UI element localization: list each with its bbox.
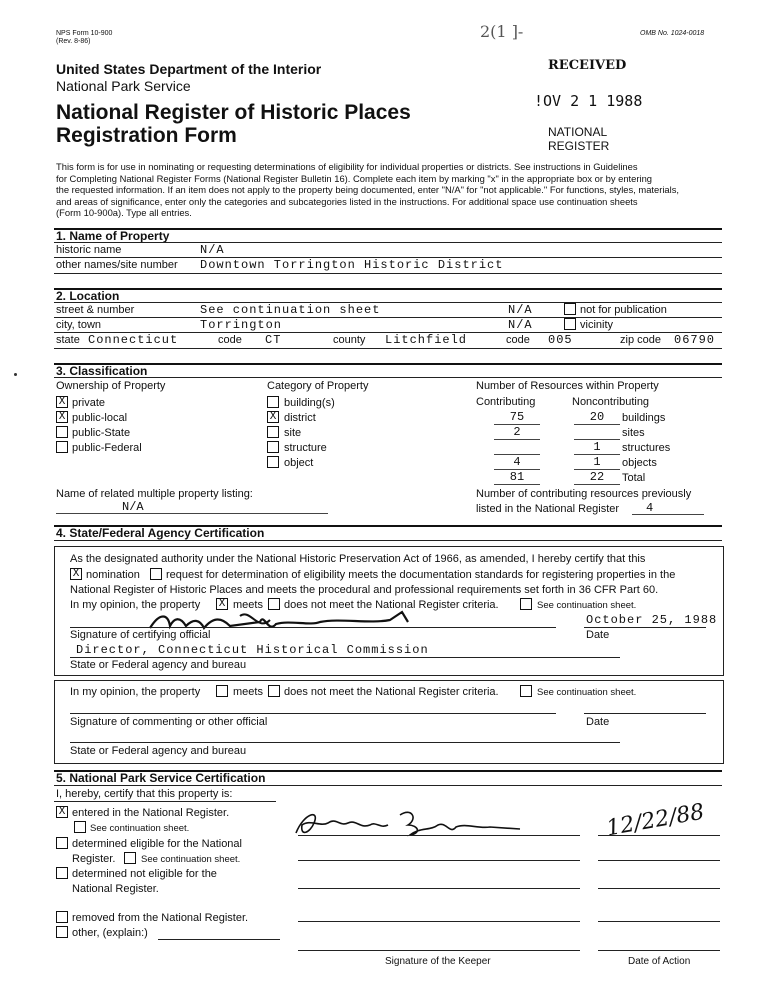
structures-label: structures	[622, 442, 671, 454]
certification-date-label: Date	[586, 629, 610, 641]
keeper-signature-label: Signature of the Keeper	[385, 956, 491, 967]
category-site-label: site	[284, 427, 302, 439]
county-code-value: 005	[548, 333, 573, 347]
entered-label: entered in the National Register.	[72, 807, 230, 819]
historic-name-value: N/A	[200, 243, 225, 257]
see-continuation-checkbox[interactable]	[520, 598, 532, 610]
determined-not-eligible-label-2: National Register.	[72, 883, 159, 895]
stamp-register: REGISTER	[548, 139, 610, 153]
not-for-publication-label: not for publication	[580, 304, 667, 316]
meets-checkbox[interactable]: X	[216, 598, 228, 610]
entered-checkbox[interactable]: X	[56, 806, 68, 818]
county-label: county	[333, 334, 366, 346]
ownership-public-federal-label: public-Federal	[72, 442, 142, 454]
ownership-public-local-checkbox[interactable]: X	[56, 411, 68, 423]
opinion-label: In my opinion, the property	[70, 599, 201, 611]
keeper-signature	[290, 803, 540, 843]
commenting-date-label: Date	[586, 716, 610, 728]
contributing-heading: Contributing	[476, 396, 536, 408]
street-value: See continuation sheet	[200, 303, 381, 317]
certifying-signature-label: Signature of certifying official	[70, 629, 211, 641]
ownership-public-state-label: public-State	[72, 427, 131, 439]
category-structure-label: structure	[284, 442, 327, 454]
stamp-national: NATIONAL	[548, 125, 608, 139]
handwritten-mark: 2(1 ]-	[480, 22, 524, 41]
buildings-label: buildings	[622, 412, 666, 424]
noncontributing-structures: 1	[574, 440, 620, 455]
agency-label: State or Federal agency and bureau	[70, 659, 247, 671]
form-title-2: Registration Form	[56, 124, 237, 147]
see-continuation-label: See continuation sheet.	[537, 600, 637, 611]
stamp-received: RECEIVED	[548, 58, 627, 73]
action-date-value: 12/22/88	[604, 799, 707, 842]
state-code-value: CT	[265, 333, 282, 347]
not-for-publication-checkbox[interactable]	[564, 303, 576, 315]
does-not-meet-checkbox-2[interactable]	[268, 685, 280, 697]
historic-name-label: historic name	[56, 244, 122, 256]
nps-cert-intro: I, hereby, certify that this property is:	[56, 788, 233, 800]
section-5-title: 5. National Park Service Certification	[56, 771, 266, 785]
nomination-label: nomination	[86, 569, 140, 581]
noncontributing-buildings: 20	[574, 410, 620, 425]
resources-heading: Number of Resources within Property	[476, 380, 659, 392]
category-object-checkbox[interactable]	[267, 456, 279, 468]
omb-number: OMB No. 1024-0018	[640, 30, 705, 37]
noncontributing-heading: Noncontributing	[572, 396, 650, 408]
other-label: other, (explain:)	[72, 927, 148, 939]
contributing-sites: 2	[494, 425, 540, 440]
section-2-title: 2. Location	[56, 289, 120, 303]
date-of-action-label: Date of Action	[628, 956, 691, 967]
zip-label: zip code	[620, 334, 661, 346]
previously-listed-value: 4	[632, 501, 704, 515]
department: United States Department of the Interior	[56, 61, 322, 77]
street-na: N/A	[508, 303, 533, 317]
state-label: state	[56, 334, 80, 346]
state-value: Connecticut	[88, 333, 179, 347]
determined-eligible-checkbox[interactable]	[56, 837, 68, 849]
cert-para-3: National Register of Historic Places and meets the procedural and professional requirements set forth in 36 CFR Part 60.	[70, 584, 659, 596]
ownership-public-local-label: public-local	[72, 412, 128, 424]
ownership-private-checkbox[interactable]: X	[56, 396, 68, 408]
vicinity-label: vicinity	[580, 319, 614, 331]
other-names-label: other names/site number	[56, 259, 178, 271]
city-na: N/A	[508, 318, 533, 332]
street-label: street & number	[56, 304, 135, 316]
related-listing-label: Name of related multiple property listing:	[56, 488, 253, 500]
instructions-line: (Form 10-900a). Type all entries.	[56, 207, 192, 218]
noncontributing-sites	[574, 425, 620, 440]
other-checkbox[interactable]	[56, 926, 68, 938]
agency-label-2: State or Federal agency and bureau	[70, 745, 247, 757]
agency-value: Director, Connecticut Historical Commission	[76, 643, 429, 657]
nomination-checkbox[interactable]: X	[70, 568, 82, 580]
other-names-value: Downtown Torrington Historic District	[200, 258, 504, 272]
category-district-checkbox[interactable]: X	[267, 411, 279, 423]
determined-eligible-label-2: Register.	[72, 853, 116, 865]
objects-label: objects	[622, 457, 657, 469]
see-continuation-label-2: See continuation sheet.	[537, 687, 637, 698]
removed-label: removed from the National Register.	[72, 912, 249, 924]
eligible-see-continuation-label: See continuation sheet.	[141, 854, 241, 865]
contributing-objects: 4	[494, 455, 540, 470]
city-label: city, town	[56, 319, 102, 331]
ownership-public-federal-checkbox[interactable]	[56, 441, 68, 453]
city-value: Torrington	[200, 318, 283, 332]
form-number: NPS Form 10-900	[56, 30, 113, 37]
state-code-label: code	[218, 334, 242, 346]
noncontributing-total: 22	[574, 470, 620, 485]
contributing-structures	[494, 440, 540, 455]
related-listing-value: N/A	[56, 500, 328, 514]
does-not-meet-label: does not meet the National Register criteria.	[284, 599, 499, 611]
does-not-meet-label-2: does not meet the National Register criteria.	[284, 686, 499, 698]
service: National Park Service	[56, 78, 191, 94]
determined-eligible-label-1: determined eligible for the National	[72, 838, 242, 850]
category-building-checkbox[interactable]	[267, 396, 279, 408]
meets-label: meets	[233, 599, 263, 611]
category-object-label: object	[284, 457, 314, 469]
instructions-line: the requested information. If an item does not apply to the property being documented, enter "N/A" for "not applicable." For functions, styles, materials,	[56, 184, 680, 195]
commenting-signature-label: Signature of commenting or other official	[70, 716, 268, 728]
category-structure-checkbox[interactable]	[267, 441, 279, 453]
contributing-total: 81	[494, 470, 540, 485]
see-continuation-checkbox-2[interactable]	[520, 685, 532, 697]
instructions	[56, 161, 726, 219]
county-code-label: code	[506, 334, 530, 346]
eligible-see-continuation-checkbox[interactable]	[124, 852, 136, 864]
category-heading: Category of Property	[267, 380, 369, 392]
county-value: Litchfield	[385, 333, 468, 347]
contributing-buildings: 75	[494, 410, 540, 425]
instructions-line: and areas of significance, enter only the categories and subcategories listed in the instructions. For additional space use continuation sheets	[56, 195, 638, 207]
opinion-label-2: In my opinion, the property	[70, 686, 201, 698]
certification-date-value: October 25, 1988	[586, 613, 718, 627]
stamp-date: !OV 2 1 1988	[534, 92, 643, 110]
vicinity-checkbox[interactable]	[564, 318, 576, 330]
instructions-line: This form is for use in nominating or requesting determinations of eligibility for individual properties or districts. See instructions in Guidelines	[56, 161, 638, 172]
section-3-title: 3. Classification	[56, 364, 148, 378]
form-title-1: National Register of Historic Places	[56, 101, 411, 124]
ownership-public-state-checkbox[interactable]	[56, 426, 68, 438]
meets-label-2: meets	[233, 686, 263, 698]
ownership-private-label: private	[72, 397, 106, 409]
total-label: Total	[622, 472, 646, 484]
meets-checkbox-2[interactable]	[216, 685, 228, 697]
section-1-title: 1. Name of Property	[56, 229, 170, 243]
entered-see-continuation-checkbox[interactable]	[74, 821, 86, 833]
determined-not-eligible-checkbox[interactable]	[56, 867, 68, 879]
previously-listed-label-1: Number of contributing resources previously	[476, 488, 692, 500]
category-district-label: district	[284, 412, 316, 424]
sites-label: sites	[622, 427, 645, 439]
determined-not-eligible-label-1: determined not eligible for the	[72, 868, 217, 880]
cert-para-1: As the designated authority under the National Historic Preservation Act of 1966, as amended, I hereby certify that this	[70, 553, 646, 565]
previously-listed-label-2: listed in the National Register	[476, 503, 620, 515]
noncontributing-objects: 1	[574, 455, 620, 470]
instructions-line: for Completing National Register Forms (National Register Bulletin 16). Complete each item by marking "x" in the appropriate box or by entering	[56, 172, 652, 184]
section-4-title: 4. State/Federal Agency Certification	[56, 526, 265, 540]
zip-value: 06790	[674, 333, 716, 347]
entered-see-continuation-label: See continuation sheet.	[90, 823, 190, 834]
category-building-label: building(s)	[284, 397, 335, 409]
form-revision: (Rev. 8-86)	[56, 38, 91, 45]
category-site-checkbox[interactable]	[267, 426, 279, 438]
eligibility-request-label: request for determination of eligibility meets the documentation standards for registering properties in the	[166, 569, 676, 581]
ownership-heading: Ownership of Property	[56, 380, 166, 392]
scan-dot	[14, 373, 17, 376]
removed-checkbox[interactable]	[56, 911, 68, 923]
eligibility-request-checkbox[interactable]	[150, 568, 162, 580]
